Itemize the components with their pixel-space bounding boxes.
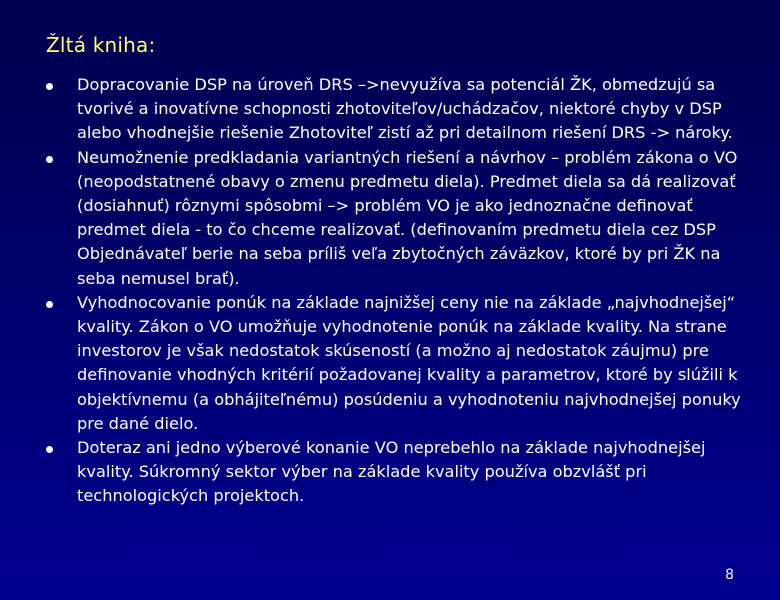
bullet-text: Neumožnenie predkladania variantných riešení a návrhov – problém zákona o VO (neopodstatnené obavy o zmenu predmetu diela). Predmet diela sa dá realizovať (dosiahnuť) rôznymi spôsobmi –> problém VO je ako jednoznačne definovať predmet diela - to čo chceme realizovať. (definovaním predmetu diela cez DSP Objednávateľ berie na seba príliš veľa zbytočných záväzkov, ktoré by pri ŽK na seba nemusel brať).: [77, 147, 738, 288]
bullet-item: [46, 73, 746, 146]
bullet-text: Dopracovanie DSP na úroveň DRS –>nevyužíva sa potenciál ŽK, obmedzujú sa tvorivé a inovatívne schopnosti zhotoviteľov/uchádzačov, niektoré chyby v DSP alebo vhodnejšie riešenie Zhotoviteľ zistí až pri detailnom riešení DRS -> nároky.: [77, 75, 733, 143]
bullet-item: [46, 146, 746, 291]
bullet-item: [46, 436, 746, 509]
bullet-item: [46, 291, 746, 436]
bullet-text: Vyhodnocovanie ponúk na základe najnižšej ceny nie na základe „najvhodnejšej“ kvality. Zákon o VO umožňuje vyhodnotenie ponúk na základe kvality. Na strane investorov je však nedostatok skúseností (a možno aj nedostatok záujmu) pre definovanie vhodných kritérií požadovanej kvality a parametrov, ktoré by slúžili k objektívnemu (a obhájiteľnému) posúdeniu a vyhodnoteniu najvhodnejšej ponuky pre dané dielo.: [77, 292, 741, 433]
bullet-dot-icon: [46, 301, 53, 308]
slide-title: Žltá kniha:: [46, 33, 156, 57]
bullet-dot-icon: [46, 446, 53, 453]
bullet-dot-icon: [46, 156, 53, 163]
bullet-list: [46, 73, 746, 509]
page-number: 8: [725, 567, 734, 583]
bullet-text: Doteraz ani jedno výberové konanie VO neprebehlo na základe najvhodnejšej kvality. Súkromný sektor výber na základe kvality používa obzvlášť pri technologických projektoch.: [77, 438, 706, 506]
bullet-dot-icon: [46, 83, 53, 90]
